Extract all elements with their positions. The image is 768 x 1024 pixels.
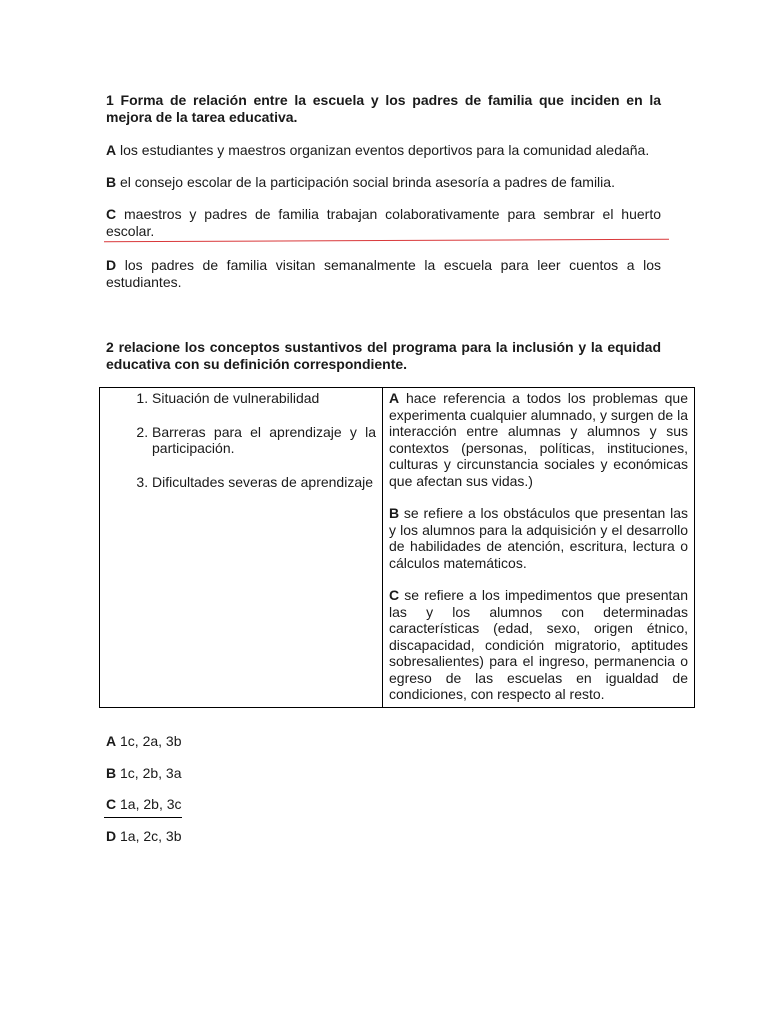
concepts-list — [100, 390, 382, 490]
concept-item: 2. Barreras para el aprendizaje y la participación. — [152, 424, 376, 457]
concept-item: 1. Situación de vulnerabilidad — [152, 390, 376, 407]
concepts-column — [100, 388, 383, 708]
option-text: los estudiantes y maestros organizan eventos deportivos para la comunidad aledaña. — [120, 142, 650, 158]
question-1-number: 1 — [106, 92, 114, 108]
answer-text: 1c, 2a, 3b — [120, 733, 182, 749]
option-letter: A — [106, 142, 117, 158]
option-letter: C — [106, 206, 117, 222]
answer-option-c — [106, 796, 182, 813]
definition-text: se refiere a los obstáculos que presentan las y los alumnos para la adquisición y el desarrollo de habilidades de atención, escritura, lectura o cálculos matemáticos. — [389, 505, 689, 571]
question-1-option-d — [106, 257, 661, 291]
question-2-text: relacione los conceptos sustantivos del programa para la inclusión y la equidad educativa con su definición correspondiente. — [106, 339, 662, 372]
option-letter: B — [106, 174, 117, 190]
answer-option-d — [106, 828, 182, 845]
question-2-title — [106, 339, 661, 373]
definition-letter: B — [389, 505, 400, 521]
question-1-option-b — [106, 174, 661, 191]
definition-text: hace referencia a todos los problemas que experimenta cualquier alumnado, y surgen de la interacción entre alumnas y alumnos y sus contextos (personas, políticas, instituciones, culturas y circunstancia sociales y económicas que afectan sus vidas.) — [389, 390, 689, 489]
definition-letter: A — [389, 390, 400, 406]
question-2-number: 2 — [106, 339, 114, 355]
definition-letter: C — [389, 587, 400, 603]
answer-option-b — [106, 765, 182, 782]
option-text: maestros y padres de familia trabajan colaborativamente para sembrar el huerto escolar. — [106, 206, 661, 239]
answer-letter: C — [106, 796, 117, 812]
answer-option-a — [106, 733, 182, 750]
definition-text: se refiere a los impedimentos que presentan las y los alumnos con determinadas características (edad, sexo, origen étnico, discapacidad, condición migratorio, aptitudes sobresalientes) para el ingreso, permanencia o egreso de las escuelas en igualdad de condiciones, con respecto al resto. — [389, 587, 688, 702]
answer-letter: B — [106, 765, 117, 781]
answer-text: 1a, 2b, 3c — [120, 796, 182, 812]
option-text: los padres de familia visitan semanalmente la escuela para leer cuentos a los estudiantes. — [106, 257, 662, 290]
option-text: el consejo escolar de la participación social brinda asesoría a padres de familia. — [120, 174, 615, 190]
question-1-option-c — [106, 206, 661, 240]
question-1-text: Forma de relación entre la escuela y los padres de familia que inciden en la mejora de la tarea educativa. — [106, 92, 662, 125]
matching-table — [99, 387, 695, 708]
answer-text: 1c, 2b, 3a — [120, 765, 182, 781]
answer-text: 1a, 2c, 3b — [120, 828, 182, 844]
definitions-column — [383, 388, 695, 708]
answer-underline — [104, 817, 182, 818]
definition-a — [389, 390, 688, 489]
question-1-option-a — [106, 142, 661, 159]
definition-b — [389, 505, 688, 571]
option-letter: D — [106, 257, 117, 273]
concept-item: 3. Dificultades severas de aprendizaje — [152, 474, 376, 491]
question-1-title — [106, 92, 661, 126]
definition-c — [389, 587, 688, 703]
answer-letter: D — [106, 828, 117, 844]
answer-letter: A — [106, 733, 117, 749]
